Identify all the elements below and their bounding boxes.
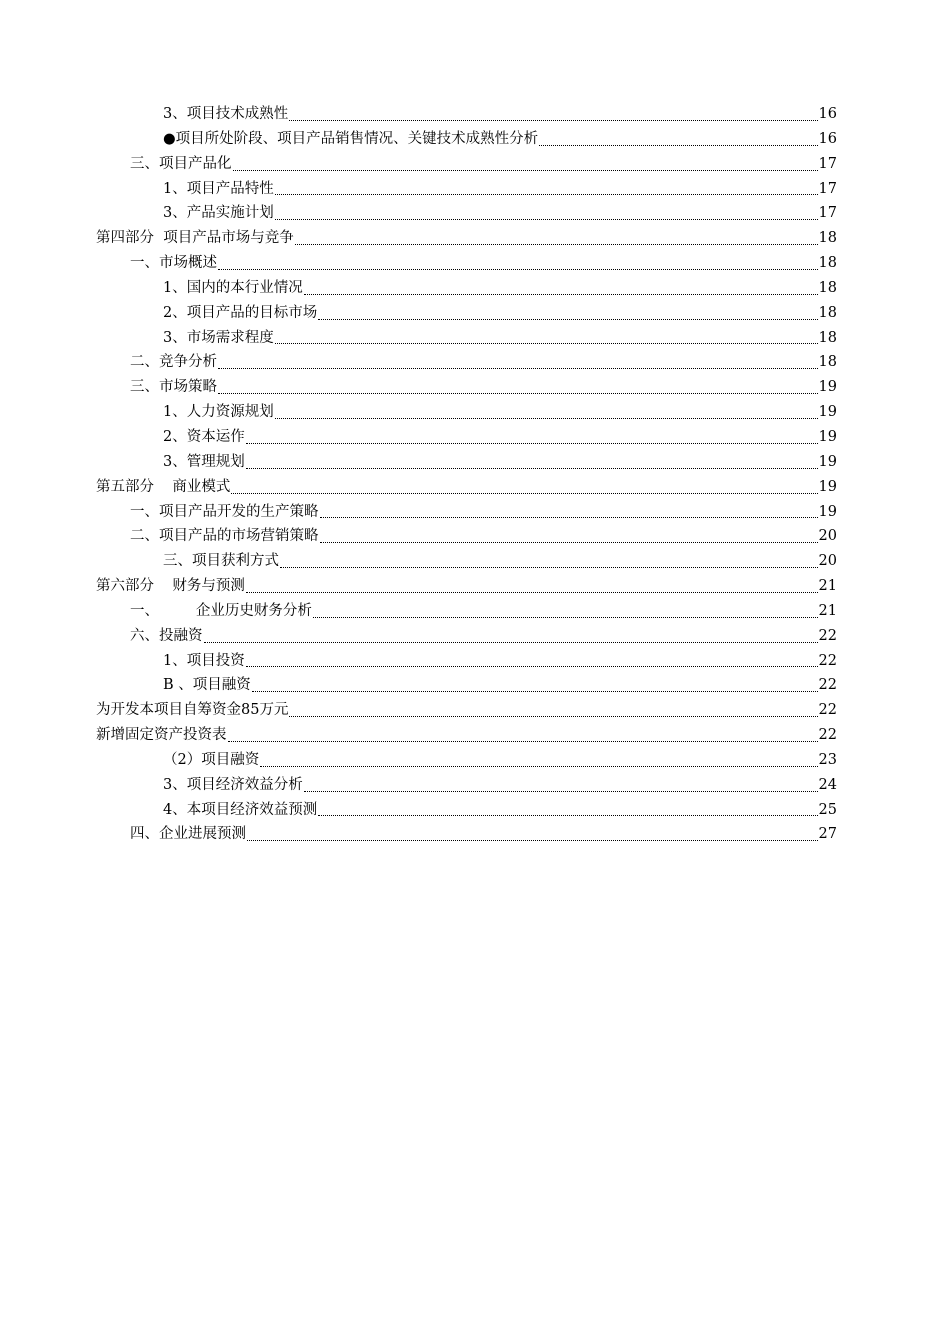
toc-entry-title: 3、项目技术成熟性	[163, 106, 289, 122]
toc-entry[interactable]	[96, 574, 837, 599]
toc-entry[interactable]	[96, 301, 837, 326]
toc-entry-page-number: 24	[818, 776, 837, 793]
toc-entry-title: 为开发本项目自筹资金85万元	[96, 702, 289, 719]
toc-entry-page-number: 17	[818, 180, 837, 197]
toc-entry-title: 1、人力资源规划	[163, 404, 274, 421]
toc-entry-title: 三、项目获利方式	[163, 553, 279, 570]
toc-dot-leader	[231, 492, 817, 494]
toc-dot-leader	[252, 690, 818, 692]
toc-entry-title: 3、项目经济效益分析	[163, 776, 303, 793]
toc-entry-page-number: 16	[818, 130, 837, 147]
toc-entry[interactable]	[96, 276, 837, 301]
toc-entry[interactable]	[96, 723, 837, 748]
toc-entry[interactable]	[96, 102, 837, 127]
toc-entry[interactable]	[96, 649, 837, 674]
toc-dot-leader	[289, 715, 817, 717]
toc-dot-leader	[539, 144, 817, 146]
toc-dot-leader	[289, 119, 817, 121]
toc-entry[interactable]	[96, 152, 837, 177]
toc-entry-title: 2、项目产品的目标市场	[163, 304, 318, 321]
toc-entry-page-number: 19	[818, 478, 837, 495]
toc-entry-page-number: 18	[818, 255, 837, 272]
toc-entry-title: 二、竞争分析	[130, 354, 217, 371]
toc-entry-page-number: 18	[818, 329, 837, 346]
toc-entry[interactable]	[96, 798, 837, 823]
toc-dot-leader	[218, 392, 818, 394]
toc-entry-title: 一、项目产品开发的生产策略	[130, 503, 319, 520]
toc-entry[interactable]	[96, 400, 837, 425]
toc-dot-leader	[260, 765, 817, 767]
toc-dot-leader	[246, 467, 818, 469]
toc-entry-title: 四、企业进展预测	[130, 826, 246, 843]
toc-entry-page-number: 17	[818, 155, 837, 172]
toc-entry-title: 一、 企业历史财务分析	[130, 602, 312, 619]
toc-entry[interactable]	[96, 822, 837, 847]
toc-entry[interactable]	[96, 177, 837, 202]
toc-entry-page-number: 20	[818, 528, 837, 545]
toc-entry-page-number: 19	[818, 453, 837, 470]
toc-entry-title: 三、市场策略	[130, 379, 217, 396]
toc-entry[interactable]	[96, 350, 837, 375]
toc-entry-title: （2）项目融资	[163, 751, 260, 768]
toc-dot-leader	[246, 665, 818, 667]
toc-entry[interactable]	[96, 500, 837, 525]
toc-entry[interactable]	[96, 251, 837, 276]
toc-entry-page-number: 22	[818, 627, 837, 644]
toc-entry-page-number: 16	[818, 106, 837, 122]
toc-entry-page-number: 23	[818, 751, 837, 768]
toc-entry-title: 第四部分 项目产品市场与竞争	[96, 230, 294, 247]
toc-dot-leader	[313, 616, 818, 618]
toc-entry[interactable]	[96, 425, 837, 450]
toc-dot-leader	[275, 218, 818, 220]
toc-entry-title: 4、本项目经济效益预测	[163, 801, 318, 818]
toc-dot-leader	[247, 839, 818, 841]
toc-entry-title: 一、市场概述	[130, 255, 217, 272]
toc-entry-title: 1、国内的本行业情况	[163, 279, 303, 296]
toc-entry[interactable]	[96, 599, 837, 624]
toc-entry[interactable]	[96, 326, 837, 351]
toc-entry-page-number: 19	[818, 379, 837, 396]
toc-entry-page-number: 25	[818, 801, 837, 818]
toc-entry-title: 3、管理规划	[163, 453, 245, 470]
toc-entry-title: 1、项目产品特性	[163, 180, 274, 197]
toc-dot-leader	[218, 367, 818, 369]
toc-entry-title: 3、产品实施计划	[163, 205, 274, 222]
toc-entry-page-number: 21	[818, 602, 837, 619]
toc-entry-page-number: 19	[818, 503, 837, 520]
toc-dot-leader	[233, 169, 818, 171]
toc-entry-page-number: 19	[818, 404, 837, 421]
toc-entry-title: 3、市场需求程度	[163, 329, 274, 346]
toc-entry[interactable]	[96, 226, 837, 251]
toc-entry-title: 1、项目投资	[163, 652, 245, 669]
toc-entry-page-number: 17	[818, 205, 837, 222]
toc-entry[interactable]	[96, 673, 837, 698]
toc-entry-page-number: 22	[818, 702, 837, 719]
toc-entry-page-number: 27	[818, 826, 837, 843]
toc-entry[interactable]	[96, 127, 837, 152]
toc-dot-leader	[304, 790, 818, 792]
toc-dot-leader	[318, 318, 817, 320]
toc-dot-leader	[320, 516, 818, 518]
toc-dot-leader	[228, 740, 818, 742]
toc-entry-page-number: 18	[818, 279, 837, 296]
toc-entry-title: 第五部分 商业模式	[96, 478, 231, 495]
toc-entry-page-number: 22	[818, 652, 837, 669]
toc-entry-title: 三、项目产品化	[130, 155, 232, 172]
toc-entry-page-number: 22	[818, 727, 837, 744]
toc-dot-leader	[275, 342, 818, 344]
toc-entry[interactable]	[96, 475, 837, 500]
toc-dot-leader	[275, 417, 818, 419]
toc-entry-title: ●项目所处阶段、项目产品销售情况、关键技术成熟性分析	[163, 130, 539, 147]
toc-entry-page-number: 18	[818, 354, 837, 371]
toc-entry[interactable]	[96, 201, 837, 226]
toc-entry[interactable]	[96, 748, 837, 773]
toc-entry-page-number: 18	[818, 230, 837, 247]
toc-entry-title: 六、投融资	[130, 627, 203, 644]
toc-entry[interactable]	[96, 624, 837, 649]
toc-entry[interactable]	[96, 773, 837, 798]
toc-dot-leader	[318, 814, 817, 816]
toc-entry[interactable]	[96, 524, 837, 549]
toc-entry[interactable]	[96, 698, 837, 723]
toc-entry-title: 第六部分 财务与预测	[96, 578, 245, 595]
toc-entry-page-number: 21	[818, 578, 837, 595]
table-of-contents	[96, 102, 837, 847]
toc-dot-leader	[246, 442, 818, 444]
toc-entry[interactable]	[96, 450, 837, 475]
toc-entry-page-number: 20	[818, 553, 837, 570]
toc-dot-leader	[204, 641, 818, 643]
toc-entry-title: 2、资本运作	[163, 428, 245, 445]
toc-entry[interactable]	[96, 375, 837, 400]
toc-dot-leader	[320, 541, 818, 543]
toc-entry-title: 二、项目产品的市场营销策略	[130, 528, 319, 545]
toc-entry-title: 新增固定资产投资表	[96, 727, 227, 744]
toc-dot-leader	[218, 268, 818, 270]
toc-entry-title: B 、项目融资	[163, 677, 251, 694]
toc-entry-page-number: 19	[818, 428, 837, 445]
toc-entry-page-number: 22	[818, 677, 837, 694]
toc-dot-leader	[280, 566, 818, 568]
toc-dot-leader	[304, 293, 818, 295]
toc-dot-leader	[246, 591, 818, 593]
toc-entry-page-number: 18	[818, 304, 837, 321]
toc-dot-leader	[295, 243, 818, 245]
toc-entry[interactable]	[96, 549, 837, 574]
toc-dot-leader	[275, 193, 818, 195]
